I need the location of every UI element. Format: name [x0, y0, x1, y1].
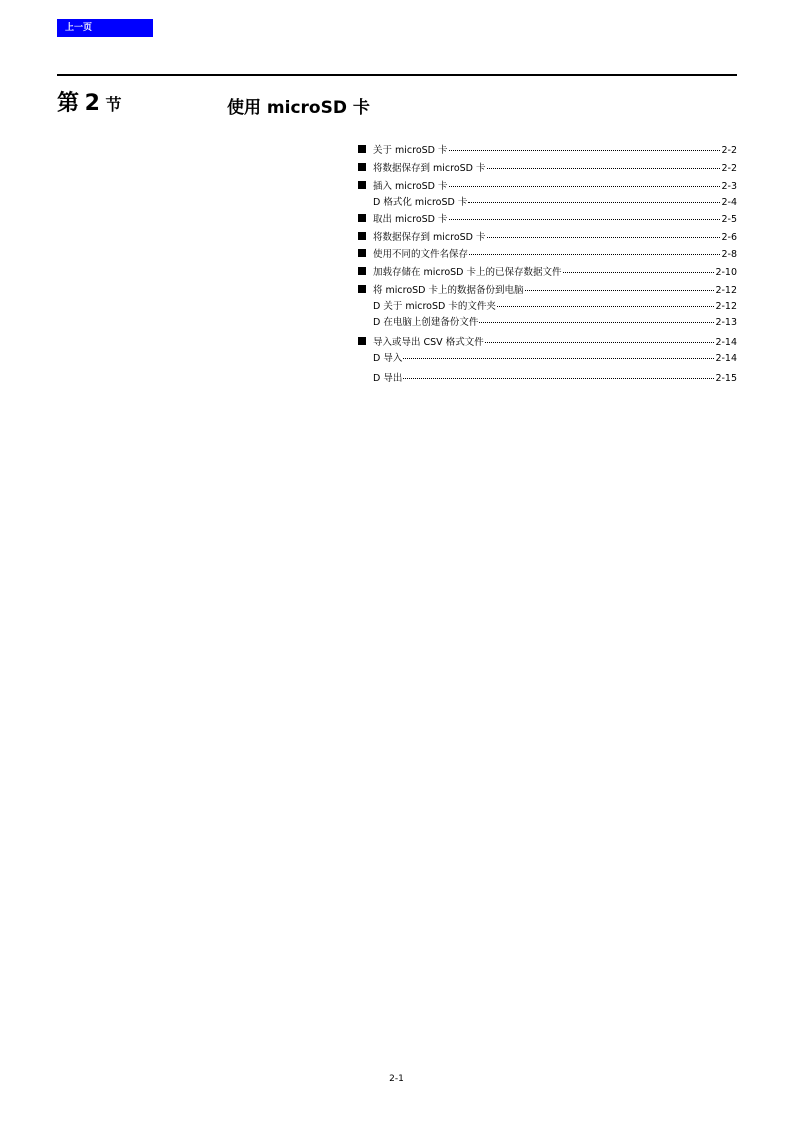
toc-bullet-slot: [358, 145, 373, 153]
toc-leader-dots: [403, 378, 714, 379]
toc-entry[interactable]: [358, 194, 737, 208]
toc-entry-page: 2-15: [715, 373, 737, 384]
toc-entry-page: 2-2: [721, 163, 737, 174]
toc-entry[interactable]: [358, 370, 737, 384]
toc-entry-title: D 格式化 microSD 卡: [373, 197, 468, 208]
square-bullet-icon: [358, 145, 366, 153]
toc-leader-dots: [449, 186, 721, 187]
toc-entry-title: D 关于 microSD 卡的文件夹: [373, 301, 496, 312]
section-number: [57, 86, 122, 117]
square-bullet-icon: [358, 181, 366, 189]
toc-entry-page: 2-12: [715, 301, 737, 312]
toc-entry-page: 2-8: [721, 249, 737, 260]
prev-page-button[interactable]: 上一页: [57, 19, 153, 37]
toc-entry-page: 2-4: [721, 197, 737, 208]
toc-leader-dots: [449, 219, 721, 220]
toc-bullet-slot: [358, 267, 373, 275]
toc-entry[interactable]: [358, 334, 737, 348]
toc-entry[interactable]: [358, 350, 737, 364]
toc-bullet-slot: [358, 337, 373, 345]
section-prefix: 第: [57, 91, 80, 116]
toc-leader-dots: [479, 322, 714, 323]
toc-entry-title: 将数据保存到 microSD 卡: [373, 163, 486, 174]
section-suffix: 节: [105, 95, 122, 114]
toc-entry-page: 2-13: [715, 317, 737, 328]
toc-entry[interactable]: [358, 160, 737, 174]
toc-entry[interactable]: [358, 246, 737, 260]
toc-entry-title: 插入 microSD 卡: [373, 181, 448, 192]
toc-leader-dots: [497, 306, 715, 307]
toc-entry-title: D 导入: [373, 353, 403, 364]
toc-entry-title: 取出 microSD 卡: [373, 214, 448, 225]
square-bullet-icon: [358, 337, 366, 345]
square-bullet-icon: [358, 285, 366, 293]
toc-entry-page: 2-2: [721, 145, 737, 156]
toc-entry[interactable]: [358, 229, 737, 243]
toc-entry-page: 2-14: [715, 337, 737, 348]
toc-entry-page: 2-6: [721, 232, 737, 243]
toc-bullet-slot: [358, 285, 373, 293]
toc-entry-title: 将 microSD 卡上的数据备份到电脑: [373, 285, 524, 296]
toc-leader-dots: [487, 237, 721, 238]
section-digit: 2: [84, 91, 100, 116]
toc-leader-dots: [469, 254, 720, 255]
toc-entry[interactable]: [358, 314, 737, 328]
square-bullet-icon: [358, 214, 366, 222]
toc-leader-dots: [485, 342, 715, 343]
toc-entry-page: 2-5: [721, 214, 737, 225]
toc-entry-title: 使用不同的文件名保存: [373, 249, 469, 260]
toc-bullet-slot: [358, 249, 373, 257]
toc-bullet-slot: [358, 232, 373, 240]
toc-entry[interactable]: [358, 298, 737, 312]
toc-leader-dots: [525, 290, 715, 291]
toc-entry[interactable]: [358, 264, 737, 278]
toc-bullet-slot: [358, 163, 373, 171]
toc-bullet-slot: [358, 181, 373, 189]
section-title: 使用 microSD 卡: [227, 98, 370, 118]
toc-entry[interactable]: [358, 142, 737, 156]
toc-entry-page: 2-12: [715, 285, 737, 296]
toc-entry[interactable]: [358, 282, 737, 296]
toc-leader-dots: [403, 358, 714, 359]
square-bullet-icon: [358, 267, 366, 275]
toc-entry[interactable]: [358, 211, 737, 225]
toc-entry-title: 关于 microSD 卡: [373, 145, 448, 156]
square-bullet-icon: [358, 163, 366, 171]
toc-entry-page: 2-14: [715, 353, 737, 364]
toc-bullet-slot: [358, 214, 373, 222]
toc-entry-title: D 导出: [373, 373, 403, 384]
toc-entry-page: 2-10: [715, 267, 737, 278]
square-bullet-icon: [358, 232, 366, 240]
header-rule: [57, 74, 737, 76]
toc-entry-title: 加载存储在 microSD 卡上的已保存数据文件: [373, 267, 562, 278]
page-number: 2-1: [389, 1074, 404, 1084]
toc-leader-dots: [563, 272, 715, 273]
toc-entry[interactable]: [358, 178, 737, 192]
toc-leader-dots: [487, 168, 721, 169]
toc-entry-title: 导入或导出 CSV 格式文件: [373, 337, 484, 348]
toc-entry-title: D 在电脑上创建备份文件: [373, 317, 479, 328]
toc-leader-dots: [449, 150, 721, 151]
toc-entry-title: 将数据保存到 microSD 卡: [373, 232, 486, 243]
toc-leader-dots: [468, 202, 720, 203]
toc-entry-page: 2-3: [721, 181, 737, 192]
square-bullet-icon: [358, 249, 366, 257]
